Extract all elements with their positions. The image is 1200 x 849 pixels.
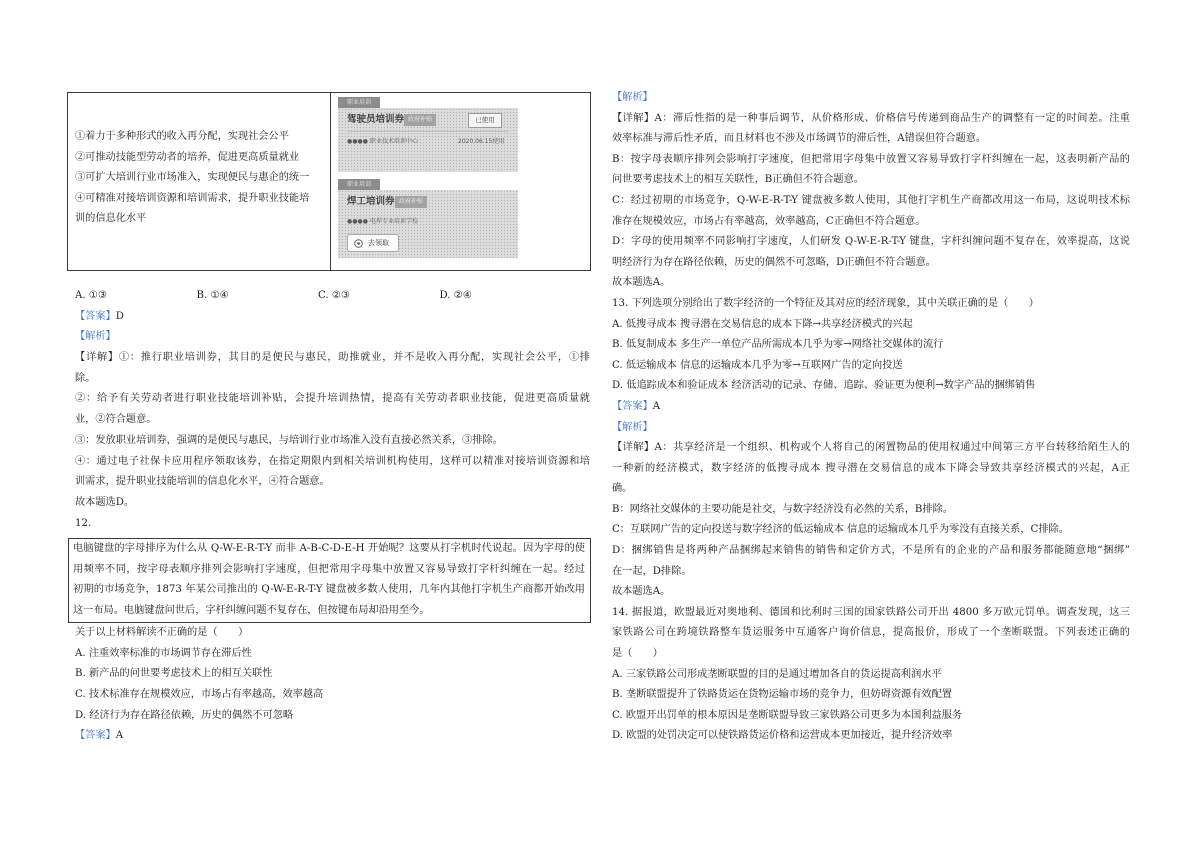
answer-label: 【答案】 <box>612 400 653 412</box>
q13-option-a: A. 低搜寻成本 搜寻潜在交易信息的成本下降→共享经济模式的兴起 <box>612 318 913 330</box>
q14-option-c: C. 欧盟开出罚单的根本原因是垄断联盟导致三家铁路公司更多为本国利益服务 <box>612 709 963 721</box>
q14-option-a: A. 三家铁路公司形成垄断联盟的目的是通过增加各自的货运提高利润水平 <box>612 668 942 680</box>
q14-stem-line: 是（ ） <box>612 648 663 660</box>
q11-material-table <box>67 92 591 271</box>
coupon-body <box>338 108 518 172</box>
q12-option-d: D. 经济行为存在路径依赖，历史的偶然不可忽略 <box>75 709 294 721</box>
option-a: A. ①③ <box>75 290 108 301</box>
q11-answer <box>75 307 590 328</box>
option-b: B. ①④ <box>196 290 229 301</box>
q12-explanation-line: 效率标准与滞后性矛盾，而且材料也不涉及市场调节的滞后性，A错误但符合题意。 <box>612 133 987 145</box>
material-line: 初期的市场竞争，1873 年某公司推出的 Q-W-E-R-T-Y 键盘被多数人使用，几年内其他打字机生产商都开始改用 <box>73 584 585 596</box>
material-line: 这一布局。电脑键盘问世后，字杆纠缠问题不复存在，但按键布局却沿用至今。 <box>73 604 430 616</box>
left-column-top <box>75 286 590 534</box>
q11-explanation-line: ④：通过电子社保卡应用程序领取该券，在指定期限内到相关培训机构使用，这样可以精准对接培训资源和培 <box>75 455 590 467</box>
q13-explanation-line: C：互联网广告的定向投送与数字经济的低运输成本 信息的运输成本几乎为零没有直接关系，C排除。 <box>612 524 1069 536</box>
q14-stem-line: 家铁路公司在跨境铁路整车货运服务中互通客户询价信息，提高报价，形成了一个垄断联盟。下列表述正确的 <box>612 627 1130 639</box>
coupon-tab: 职业培训 <box>338 97 380 108</box>
q12-explanation-line: 【详解】A：滞后性指的是一种事后调节，从价格形成、价格信号传递到商品生产的调整有一定的时间差。注重 <box>612 112 1130 124</box>
coupon-date: 2020.06.15使用 <box>458 138 505 145</box>
q13-stem: 13. 下列选项分别给出了数字经济的一个特征及其对应的经济现象，其中关联正确的是（ ） <box>612 297 1039 309</box>
q13-explanation-line: B：网络社交媒体的主要功能是社交，与数字经济没有必然的关系，B排除。 <box>612 503 953 515</box>
driver-training-coupon <box>338 97 518 172</box>
q12-explanation-line: 明经济行为存在路径依赖，历史的偶然不可忽略，D正确但不符合题意。 <box>612 256 936 268</box>
left-column-bottom <box>75 623 590 747</box>
statement-1: ①着力于多种形式的收入再分配，实现社会公平 <box>75 131 289 142</box>
option-c: C. ②③ <box>318 290 351 301</box>
coupon-body <box>338 190 518 258</box>
q13-explanation-line: 在一起，D排除。 <box>612 565 692 577</box>
q12-number: 12. <box>75 517 92 529</box>
q14-option-b: B. 垄断联盟提升了铁路货运在货物运输市场的竞争力，但妨碍资源有效配置 <box>612 689 952 701</box>
q13-explanation-line: 一种新的经济模式，数字经济的低搜寻成本 搜寻潜在交易信息的成本下降会导致共享经济模式的兴起，A正 <box>612 462 1130 474</box>
q11-explanation-line: 训需求，提升职业技能培训的信息化水平，④符合题意。 <box>75 476 330 488</box>
right-column <box>612 88 1130 747</box>
coupon-tab: 职业培训 <box>338 179 380 190</box>
q13-explanation-line: 【详解】A：共享经济是一个组织、机构或个人将自己的闲置物品的使用权通过中间第三方平台转移给陌生人的 <box>612 442 1130 454</box>
material-line: 电脑键盘的字母排序为什么从 Q-W-E-R-T-Y 而非 A-B-C-D-E-H 开始呢？这要从打字机时代说起。因为字母的使 <box>73 543 585 554</box>
statement-4-cont: 训的信息化水平 <box>75 213 147 224</box>
q13-answer <box>612 397 1130 418</box>
coupon-issuer: ●●●● 电焊专业培训学校 <box>347 218 418 225</box>
q12-stem: 关于以上材料解读不正确的是（ ） <box>75 627 249 638</box>
q12-option-a: A. 注重效率标准的市场调节存在滞后性 <box>75 647 252 659</box>
q12-answer <box>75 726 590 747</box>
answer-label: 【答案】 <box>75 310 116 322</box>
q13-explanation-line: D：捆绑销售是将两种产品捆绑起来销售的销售和定价方式，不是所有的企业的产品和服务都能随意地“捆绑” <box>612 545 1130 557</box>
hand-icon <box>354 239 363 248</box>
statement-4: ④可精准对接培训资源和培训需求，提升职业技能培 <box>75 192 310 204</box>
q12-material-box <box>68 538 591 623</box>
claim-coupon-button <box>347 234 399 252</box>
q14-stem-line: 14. 据报道，欧盟最近对奥地利、德国和比利时三国的国家铁路公司开出 4800 多万欧元罚单。调查发现，这三 <box>612 606 1130 618</box>
q11-analysis-label: 【解析】 <box>75 331 116 343</box>
q13-option-b: B. 低复制成本 多生产一单位产品所需成本几乎为零→网络社交媒体的流行 <box>612 339 944 351</box>
coupon-title: 焊工培训券 <box>347 196 395 207</box>
coupon-tag: 政府补贴 <box>404 114 436 126</box>
coupon-status-badge: 已使用 <box>468 113 502 128</box>
coupon-title: 驾驶员培训券 <box>347 114 405 125</box>
q11-explanation-line: 【详解】①：推行职业培训券，其目的是便民与惠民，助推就业，并不是收入再分配，实现社会公平，①排 <box>75 352 590 364</box>
q12-conclusion: 故本题选A。 <box>612 277 671 289</box>
coupon-issuer: ●●●● 职业技术培训中心 <box>347 138 418 145</box>
claim-label: 去领取 <box>368 239 389 247</box>
statement-3: ③可扩大培训行业市场准入，实现便民与惠企的统一 <box>75 172 310 183</box>
answer-value: D <box>115 310 124 322</box>
q11-conclusion: 故本题选D。 <box>75 496 135 508</box>
q11-options <box>75 286 590 307</box>
welder-training-coupon <box>338 179 518 259</box>
q11-explanation-line: 业，②符合题意。 <box>75 414 157 426</box>
q12-option-c: C. 技术标准存在规模效应，市场占有率越高，效率越高 <box>75 689 324 701</box>
q12-analysis-label: 【解析】 <box>612 92 653 103</box>
q12-explanation-line: 准存在规模效应，市场占有率越高，效率越高，C正确但不符合题意。 <box>612 215 926 227</box>
answer-value: A <box>652 400 661 412</box>
coupon-divider <box>347 131 509 132</box>
q12-explanation-line: C：经过初期的市场竞争，Q-W-E-R-T-Y 键盘被多数人使用，其他打字机生产商都改用这一布局，这说明技术标 <box>612 194 1130 206</box>
q12-explanation-line: D：字母的使用频率不同影响打字速度，人们研发 Q-W-E-R-T-Y 键盘，字杆纠缠问题不复存在，效率提高，这说 <box>612 236 1130 248</box>
q11-explanation-line: ③：发放职业培训券，强调的是便民与惠民，与培训行业市场准入没有直接必然关系，③排除。 <box>75 434 503 446</box>
coupon-tag: 政府补贴 <box>395 196 427 208</box>
q13-option-d: D. 低追踪成本和验证成本 经济活动的记录、存储、追踪、验证更为便利→数字产品的捆绑销售 <box>612 380 1036 392</box>
table-divider <box>330 93 331 270</box>
q12-explanation-line: 问世要考虑技术上的相互关联性，B正确但不符合题意。 <box>612 174 864 186</box>
q11-explanation-line: ②：给予有关劳动者进行职业技能培训补贴，会提升培训热情，提高有关劳动者职业技能，促进更高质量就 <box>75 393 590 405</box>
q13-analysis-label: 【解析】 <box>612 421 653 433</box>
q11-statements <box>75 127 325 230</box>
q14-option-d: D. 欧盟的处罚决定可以使铁路货运价格和运营成本更加接近，提升经济效率 <box>612 730 953 742</box>
material-line: 用频率不同，按字母表顺序排列会影响打字速度，但把常用字母集中放置又容易导致打字杆纠缠在一起。经过 <box>73 563 585 575</box>
q11-explanation-line: 除。 <box>75 372 96 384</box>
answer-label: 【答案】 <box>75 730 116 742</box>
statement-2: ②可推动技能型劳动者的培养，促进更高质量就业 <box>75 151 300 163</box>
q13-conclusion: 故本题选A。 <box>612 586 671 598</box>
q12-explanation-line: B：按字母表顺序排列会影响打字速度，但把常用字母集中放置又容易导致打字杆纠缠在一起，这表明新产品的 <box>612 153 1130 165</box>
option-d: D. ②④ <box>439 290 473 301</box>
q12-option-b: B. 新产品的问世要考虑技术上的相互关联性 <box>75 668 273 680</box>
q13-explanation-line: 确。 <box>612 483 633 495</box>
answer-value: A <box>115 730 124 742</box>
q13-option-c: C. 低运输成本 信息的运输成本几乎为零→互联网广告的定向投送 <box>612 359 903 371</box>
